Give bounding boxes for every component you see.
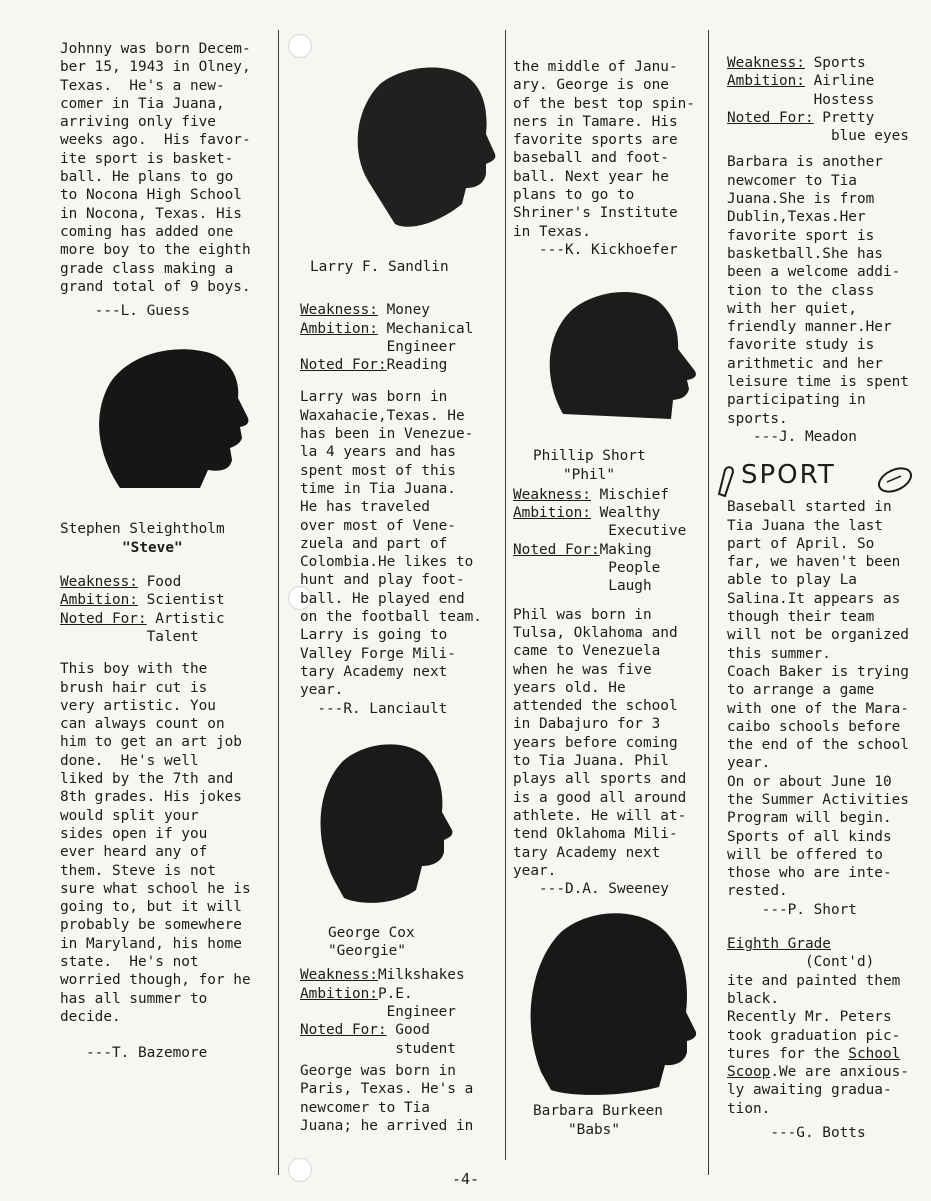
text-line: is a good all around — [513, 789, 687, 806]
text-line: decide. — [60, 1008, 121, 1025]
text-line: brush hair cut is — [60, 679, 208, 696]
bio-lines — [60, 660, 275, 1026]
text-line: attended the school — [513, 698, 678, 715]
text-line: sides open if you — [60, 825, 208, 842]
text-line: can always count on — [60, 716, 225, 733]
text-line: tary Academy next — [513, 844, 661, 861]
person-name: Barbara Burkeen — [533, 1103, 663, 1120]
ambition-value: Wealthy — [590, 505, 661, 522]
bio-lines — [300, 388, 500, 699]
noted-for-label: Noted For: — [60, 610, 147, 627]
weakness-value: Money — [377, 302, 430, 319]
silhouette-portrait-george — [304, 730, 484, 920]
noted-for-value-cont: Laugh — [513, 578, 652, 595]
text-line: Program will begin. — [727, 810, 892, 827]
ambition-value-cont: Engineer — [300, 338, 456, 355]
text-line: ary. George is one — [513, 77, 669, 94]
text-line: probably be somewhere — [60, 917, 242, 934]
text-line: Texas. He's a new- — [60, 77, 225, 94]
column-divider — [708, 30, 709, 1175]
signature: ---P. Short — [727, 901, 857, 918]
text-line: more boy to the eighth — [60, 242, 251, 259]
text-line: part of April. So — [727, 535, 875, 552]
text-line: baseball and foot- — [513, 150, 669, 167]
signature: ---L. Guess — [60, 303, 190, 320]
text-line: favorite sport is — [727, 227, 875, 244]
text-line: with one of the Mara- — [727, 700, 909, 717]
text-line: of the best top spin- — [513, 95, 695, 112]
text-line: newcomer to Tia — [300, 1099, 430, 1116]
text-line: 8th grades. His jokes — [60, 789, 242, 806]
text-line: tary Academy next — [300, 663, 448, 680]
signature: ---J. Meadon — [727, 428, 857, 445]
text-line: state. He's not — [60, 953, 199, 970]
silhouette-portrait-barbara — [521, 902, 701, 1102]
text-line: Baseball started in — [727, 499, 892, 516]
person-nickname: "Steve" — [122, 539, 183, 556]
noted-for-label: Noted For: — [300, 1022, 387, 1039]
text-line: ball. He plans to go — [60, 169, 234, 186]
text-line: black. — [727, 990, 779, 1007]
text-line: arriving only five — [60, 114, 216, 131]
text-line: grade class making a — [60, 260, 234, 277]
text-line: favorite study is — [727, 337, 875, 354]
text-line: On or about June 10 — [727, 773, 892, 790]
text-line: ball. He played end — [300, 590, 465, 607]
bio-lines — [727, 153, 927, 427]
text-line: la 4 years and has — [300, 444, 456, 461]
person-name: George Cox — [328, 924, 415, 941]
text-line: ever heard any of — [60, 844, 208, 861]
noted-for-value: Pretty — [813, 109, 875, 126]
text-line: weeks ago. His favor- — [60, 132, 251, 149]
text-line: in Texas. — [513, 223, 591, 240]
eighth-line-school: tures for the School — [727, 1045, 901, 1062]
noted-for-value: Good — [386, 1022, 430, 1039]
text-line: comer in Tia Juana, — [60, 95, 225, 112]
text-line: in Maryland, his home — [60, 935, 242, 952]
text-line: Barbara is another — [727, 154, 883, 171]
text-line: friendly manner.Her — [727, 319, 892, 336]
text-line: Larry is going to — [300, 627, 448, 644]
text-line: this summer. — [727, 645, 831, 662]
noted-for-value-cont: student — [300, 1040, 456, 1057]
text-line: rested. — [727, 883, 788, 900]
text-line: ite sport is basket- — [60, 150, 234, 167]
text-line: spent most of this — [300, 462, 456, 479]
text-line: Salina.It appears as — [727, 590, 901, 607]
person-nickname: "Georgie" — [328, 943, 406, 960]
eighth-lines — [727, 1081, 927, 1118]
person-name: Larry F. Sandlin — [310, 259, 449, 275]
text-line: sure what school he is — [60, 880, 251, 897]
person-name: Phillip Short — [533, 448, 646, 465]
text-line: leisure time is spent — [727, 374, 909, 391]
column-3 — [513, 58, 708, 1139]
text-line: newcomer to Tia — [727, 172, 857, 189]
noted-for-value: Reading — [386, 357, 448, 374]
ambition-value: Mechanical — [377, 320, 474, 337]
text-line: coming has added one — [60, 223, 234, 240]
text-line: far, we haven't been — [727, 554, 901, 571]
noted-for-label: Noted For: — [300, 357, 387, 374]
noted-for-label: Noted For: — [513, 541, 600, 558]
text-line: will be offered to — [727, 846, 883, 863]
text-line: participating in — [727, 392, 866, 409]
text-line: those who are inte- — [727, 865, 892, 882]
text-line: Juana; he arrived in — [300, 1117, 474, 1134]
text-line: years old. He — [513, 679, 626, 696]
section-heading-eighth-grade: Eighth Grade — [727, 936, 831, 953]
text-line: them. Steve is not — [60, 862, 216, 879]
text-line: This boy with the — [60, 661, 208, 678]
text-line: when he was five — [513, 661, 652, 678]
text-line: going to, but it will — [60, 899, 242, 916]
signature: ---R. Lanciault — [300, 700, 448, 717]
ambition-value: P.E. — [377, 985, 413, 1002]
text-line: the end of the school — [727, 737, 909, 754]
text-line: would split your — [60, 807, 199, 824]
weakness-value: Milkshakes — [377, 967, 465, 984]
ambition-label: Ambition: — [60, 592, 138, 609]
text-line: able to play La — [727, 572, 857, 589]
text-line: the middle of Janu- — [513, 59, 678, 75]
ambition-value: Airline — [804, 73, 875, 90]
text-line: ners in Tamare. His — [513, 113, 678, 130]
person-nickname: "Babs" — [568, 1121, 620, 1138]
sport-heading: SPORT — [727, 464, 927, 498]
eighth-lines — [727, 972, 927, 1045]
text-line: to Nocona High School — [60, 187, 242, 204]
column-1 — [60, 40, 275, 1062]
ambition-label: Ambition: — [727, 73, 805, 90]
text-line: worried though, for he — [60, 972, 251, 989]
text-line: the Summer Activities — [727, 791, 909, 808]
weakness-label: Weakness: — [300, 302, 378, 319]
weakness-label: Weakness: — [300, 967, 378, 984]
signature: ---D.A. Sweeney — [513, 881, 669, 898]
text-line: Coach Baker is trying — [727, 663, 909, 680]
ambition-value-cont: Executive — [513, 523, 687, 540]
text-line: Tulsa, Oklahoma and — [513, 624, 678, 641]
story-lines — [513, 58, 708, 241]
text-line: on the football team. — [300, 609, 482, 626]
text-line: took graduation pic- — [727, 1027, 901, 1044]
text-line: to arrange a game — [727, 682, 875, 699]
page-number: -4- — [451, 1170, 480, 1188]
text-line: over most of Vene- — [300, 517, 456, 534]
text-line: ber 15, 1943 in Olney, — [60, 59, 251, 76]
signature: ---G. Botts — [727, 1125, 866, 1142]
story-lines — [60, 40, 275, 296]
text-line: hunt and play foot- — [300, 572, 465, 589]
noted-for-value-cont: blue eyes — [727, 128, 909, 145]
text-line: Shriner's Institute — [513, 205, 678, 222]
text-line: ite and painted them — [727, 972, 901, 989]
text-line: to Tia Juana. Phil — [513, 753, 669, 770]
person-nickname: "Phil" — [563, 466, 615, 483]
text-line: grand total of 9 boys. — [60, 278, 251, 295]
football-icon — [875, 466, 915, 494]
noted-for-value-cont: Talent — [60, 628, 199, 645]
text-line: sports. — [727, 410, 788, 427]
text-line: very artistic. You — [60, 697, 216, 714]
text-line: done. He's well — [60, 752, 199, 769]
text-line: Paris, Texas. He's a — [300, 1081, 474, 1098]
text-line: zuela and part of — [300, 535, 448, 552]
text-line: basketball.She has — [727, 245, 883, 262]
noted-for-value-cont: People — [513, 560, 661, 577]
noted-for-label: Noted For: — [727, 109, 814, 126]
ambition-value: Scientist — [137, 592, 225, 609]
text-line: tion to the class — [727, 282, 875, 299]
noted-for-value: Artistic — [146, 610, 225, 627]
baseball-bat-icon — [715, 464, 743, 498]
text-line: caibo schools before — [727, 718, 901, 735]
weakness-label: Weakness: — [60, 574, 138, 591]
text-line: ly awaiting gradua- — [727, 1082, 892, 1099]
text-line: athlete. He will at- — [513, 807, 687, 824]
weakness-label: Weakness: — [727, 55, 805, 71]
bio-lines — [513, 606, 708, 880]
ambition-label: Ambition: — [300, 320, 378, 337]
weakness-value: Mischief — [590, 486, 669, 503]
silhouette-portrait-stephen — [80, 338, 280, 518]
ambition-value-cont: Engineer — [300, 1004, 456, 1021]
text-line: Johnny was born Decem- — [60, 41, 251, 57]
text-line: time in Tia Juana. — [300, 480, 456, 497]
weakness-value: Food — [137, 574, 182, 591]
signature: ---K. Kickhoefer — [513, 241, 678, 258]
text-line: Tia Juana the last — [727, 517, 883, 534]
text-line: in Dabajuro for 3 — [513, 716, 661, 733]
text-line: He has traveled — [300, 499, 430, 516]
text-line: Phil was born in — [513, 606, 652, 623]
text-line: in Nocona, Texas. His — [60, 205, 242, 222]
silhouette-portrait-phillip — [533, 279, 713, 439]
sport-lines — [727, 498, 927, 901]
text-line: Waxahacie,Texas. He — [300, 407, 465, 424]
text-line: favorite sports are — [513, 132, 678, 149]
column-divider — [278, 30, 279, 1175]
text-line: though their team — [727, 609, 875, 626]
ambition-label: Ambition: — [300, 985, 378, 1002]
text-line: arithmetic and her — [727, 355, 883, 372]
bio-lines — [300, 1062, 500, 1135]
text-line: plays all sports and — [513, 771, 687, 788]
text-line: been a welcome addi- — [727, 264, 901, 281]
weakness-value: Sports — [804, 55, 866, 71]
text-line: Recently Mr. Peters — [727, 1009, 892, 1026]
text-line: Sports of all kinds — [727, 828, 892, 845]
column-4 — [727, 54, 927, 1142]
text-line: has all summer to — [60, 990, 208, 1007]
text-line: came to Venezuela — [513, 643, 661, 660]
text-line: will not be organized — [727, 627, 909, 644]
text-line: Juana.She is from — [727, 191, 875, 208]
silhouette-portrait-larry — [340, 54, 530, 244]
text-line: with her quiet, — [727, 300, 857, 317]
ambition-label: Ambition: — [513, 505, 591, 522]
text-line: year. — [727, 755, 771, 772]
text-line: tion. — [727, 1100, 771, 1117]
text-line: George was born in — [300, 1062, 456, 1079]
text-line: tend Oklahoma Mili- — [513, 826, 678, 843]
noted-for-value: Making — [599, 541, 652, 558]
text-line: Larry was born in — [300, 389, 448, 406]
text-line: year. — [513, 862, 557, 879]
text-line: ball. Next year he — [513, 168, 669, 185]
text-line: liked by the 7th and — [60, 771, 234, 788]
eighth-line-scoop: Scoop.We are anxious- — [727, 1064, 909, 1081]
text-line: him to get an art job — [60, 734, 242, 751]
text-line: years before coming — [513, 734, 678, 751]
column-2 — [300, 40, 500, 1135]
text-line: year. — [300, 682, 344, 699]
signature: ---T. Bazemore — [60, 1045, 208, 1062]
text-line: has been in Venezue- — [300, 426, 474, 443]
person-name: Stephen Sleightholm — [60, 521, 225, 538]
text-line: plans to go to — [513, 187, 635, 204]
weakness-label: Weakness: — [513, 486, 591, 503]
text-line: Colombia.He likes to — [300, 554, 474, 571]
continued-label: (Cont'd) — [727, 954, 875, 971]
text-line: Dublin,Texas.Her — [727, 209, 866, 226]
ambition-value-cont: Hostess — [727, 91, 875, 108]
text-line: Valley Forge Mili- — [300, 645, 456, 662]
